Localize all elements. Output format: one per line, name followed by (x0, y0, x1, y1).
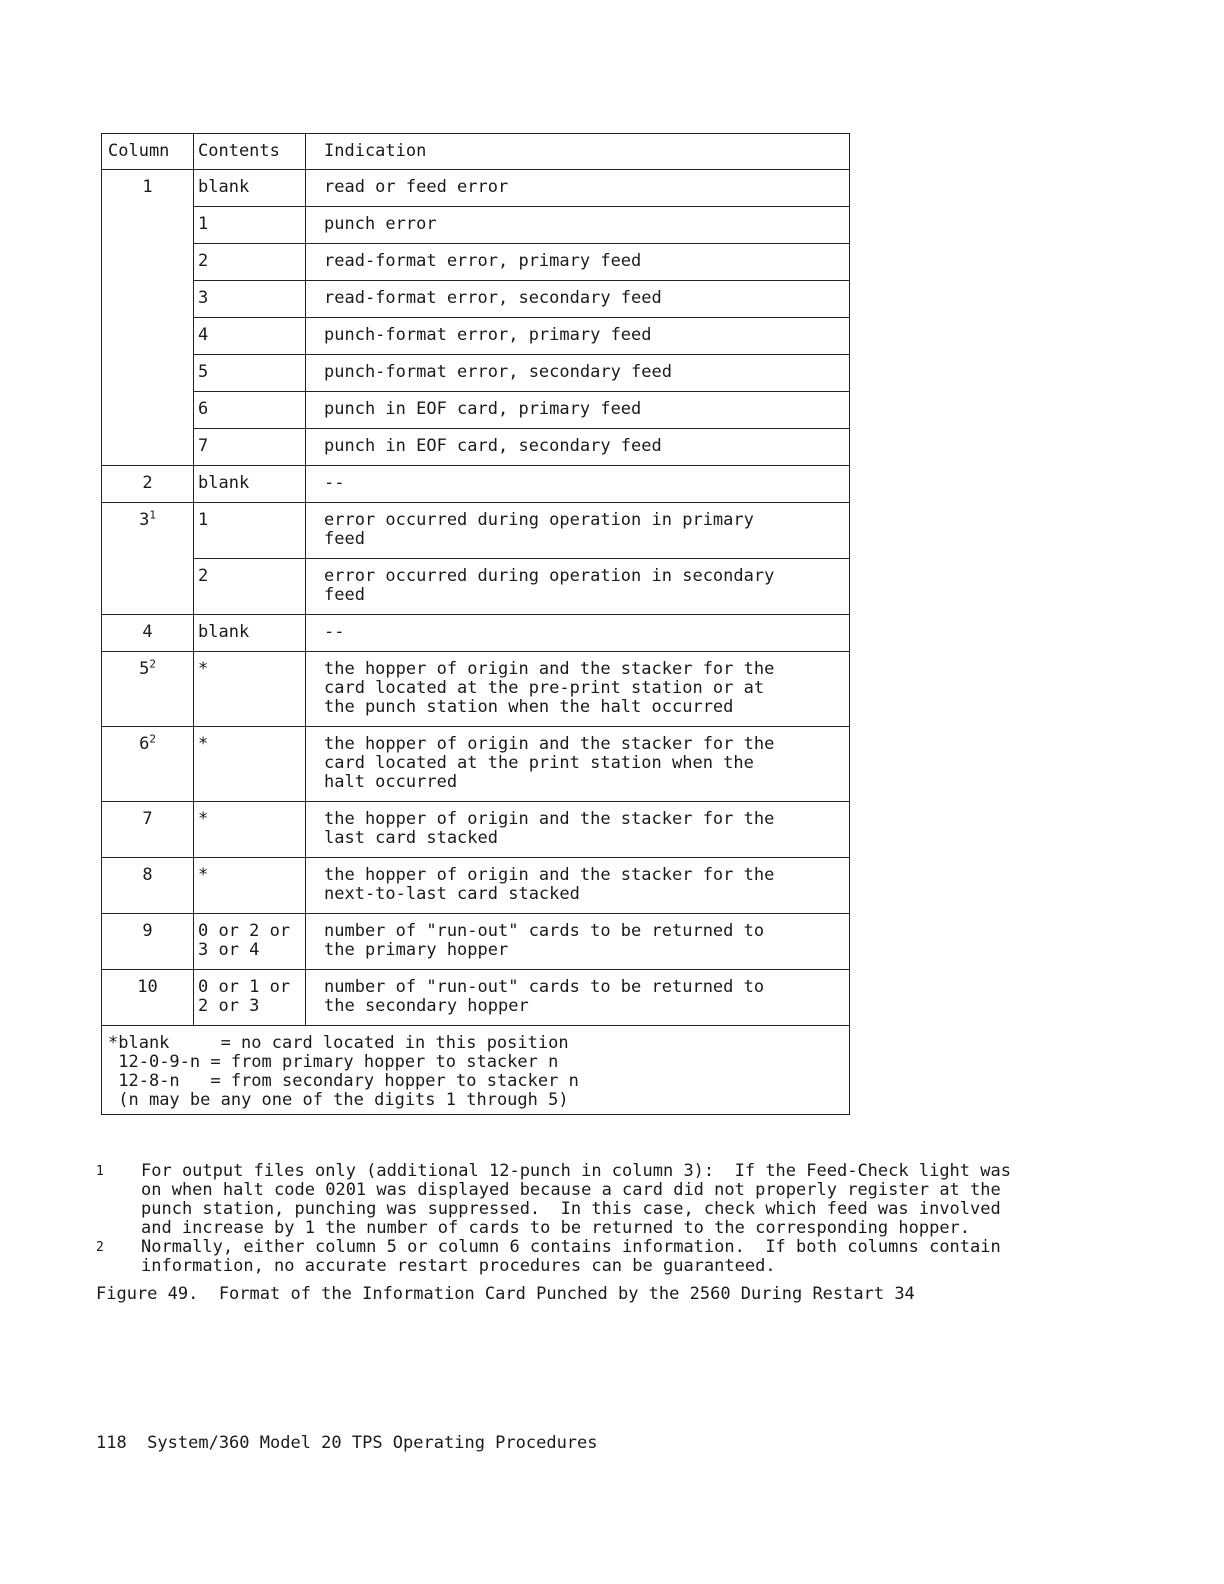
column-number-value: 1 (142, 177, 153, 197)
table-row (102, 914, 850, 970)
table-row (102, 503, 850, 615)
indication-cell: the hopper of origin and the stacker for the last card stacked (324, 809, 775, 848)
indication-cell: punch in EOF card, primary feed (306, 391, 849, 428)
indication-cell: error occurred during operation in secondary feed (306, 558, 849, 614)
footnote-ref: 1 (149, 508, 156, 522)
footnote-item (96, 1162, 1126, 1238)
column-number (102, 615, 194, 652)
table-body (102, 170, 850, 1026)
header-contents: Contents (194, 134, 306, 170)
contents-cell: * (198, 809, 209, 829)
footnote-ref: 2 (149, 732, 156, 746)
indication-cell: read or feed error (324, 177, 509, 197)
column-number (102, 970, 194, 1026)
indication-cell: number of "run-out" cards to be returned to the primary hopper (324, 921, 765, 960)
table-row (102, 615, 850, 652)
contents-cell: * (198, 865, 209, 885)
indication-cell: number of "run-out" cards to be returned to the secondary hopper (324, 977, 765, 1016)
information-card-table (101, 133, 850, 1115)
table-row (102, 970, 850, 1026)
contents-cell: blank (198, 177, 250, 197)
column-number (102, 914, 194, 970)
contents-cell: 7 (194, 428, 305, 465)
column-number-value: 6 (139, 734, 150, 754)
column-number (102, 858, 194, 914)
column-number-value: 9 (142, 921, 153, 941)
footnotes (96, 1162, 1126, 1276)
column-number (102, 802, 194, 858)
footnote-mark: 2 (96, 1240, 104, 1255)
contents-cell: 6 (194, 391, 305, 428)
legend-row (102, 1026, 850, 1115)
table-row (102, 170, 850, 466)
contents-cell: * (198, 734, 209, 754)
column-number (102, 652, 194, 727)
column-number-value: 5 (139, 659, 150, 679)
column-number-value: 8 (142, 865, 153, 885)
legend-text: *blank = no card located in this position 12-0-9-n = from primary hopper to stacker n 12-8-n = from secondary hopper to stacker n (n may be any one of the digits 1 through 5) (102, 1026, 850, 1115)
indication-cell: punch in EOF card, secondary feed (306, 428, 849, 465)
table-row (102, 652, 850, 727)
contents-cell: blank (198, 473, 250, 493)
indication-cell: read-format error, primary feed (306, 243, 849, 280)
column-number (102, 466, 194, 503)
header-column: Column (102, 134, 194, 170)
indication-cell: read-format error, secondary feed (306, 280, 849, 317)
contents-cell: 0 or 1 or 2 or 3 (198, 977, 291, 1016)
table-row (102, 466, 850, 503)
contents-cell: 4 (194, 317, 305, 354)
contents-cell: 2 (194, 558, 305, 614)
indication-cell: -- (324, 473, 345, 493)
contents-cell: 3 (194, 280, 305, 317)
contents-cell: 5 (194, 354, 305, 391)
contents-cell: * (198, 659, 209, 679)
indication-cell: the hopper of origin and the stacker for the card located at the pre-print station or at the punch station when the halt occurred (324, 659, 775, 717)
footnote-mark: 1 (96, 1164, 104, 1179)
contents-cell: 1 (198, 510, 209, 530)
column-number-value: 2 (142, 473, 153, 493)
table-row (102, 858, 850, 914)
contents-cell: 0 or 2 or 3 or 4 (198, 921, 291, 960)
column-number (102, 170, 194, 466)
indication-cell: punch-format error, secondary feed (306, 354, 849, 391)
column-number-value: 10 (137, 977, 158, 997)
footnote-item (96, 1238, 1126, 1276)
column-number (102, 727, 194, 802)
indication-cell: error occurred during operation in primary feed (324, 510, 754, 549)
page-footer: 118 System/360 Model 20 TPS Operating Procedures (96, 1433, 598, 1453)
indication-cell: -- (324, 622, 345, 642)
footnote-ref: 2 (149, 657, 156, 671)
indication-cell: the hopper of origin and the stacker for the next-to-last card stacked (324, 865, 775, 904)
column-number (102, 503, 194, 615)
indication-cell: the hopper of origin and the stacker for the card located at the print station when the halt occurred (324, 734, 775, 792)
contents-cell: 1 (194, 206, 305, 243)
footnote-text: Normally, either column 5 or column 6 contains information. If both columns contain information, no accurate restart procedures can be guaranteed. (141, 1237, 1001, 1276)
column-number-value: 7 (142, 809, 153, 829)
figure-caption: Figure 49. Format of the Information Card Punched by the 2560 During Restart 34 (96, 1284, 915, 1304)
table-row (102, 802, 850, 858)
indication-cell: punch-format error, primary feed (306, 317, 849, 354)
indication-cell: punch error (306, 206, 849, 243)
contents-cell: 2 (194, 243, 305, 280)
header-indication: Indication (306, 134, 850, 170)
footnote-text: For output files only (additional 12-punch in column 3): If the Feed-Check light was on when halt code 0201 was displayed because a card did not properly register at the punch station, punching was suppressed. In this case, check which feed was involved and increase by 1 the number of cards to be returned to the corresponding hopper. (141, 1161, 1011, 1238)
table-header-row (102, 134, 850, 170)
column-number-value: 4 (142, 622, 153, 642)
column-number-value: 3 (139, 510, 150, 530)
contents-cell: blank (198, 622, 250, 642)
table-row (102, 727, 850, 802)
